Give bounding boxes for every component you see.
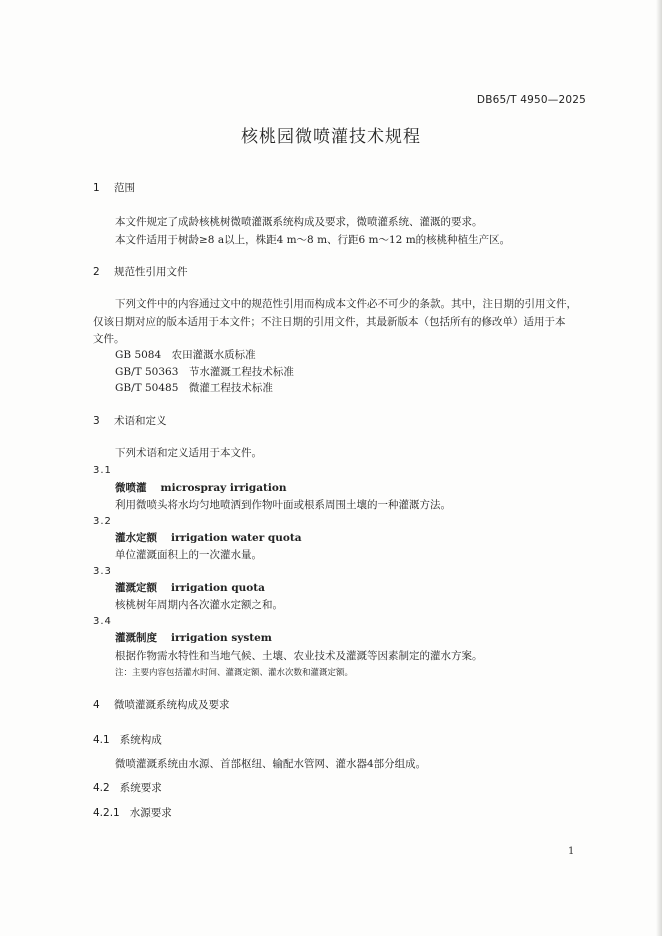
section-2-paragraph-line-3: 文件。: [93, 333, 125, 345]
term-definition: 利用微喷头将水均匀地喷洒到作物叶面或根系周围土壤的一种灌溉方法。: [115, 499, 451, 511]
section-2-paragraph-line-2: 仅该日期对应的版本适用于本文件；不注日期的引用文件，其最新版本（包括所有的修改单）适用于本: [93, 316, 566, 328]
subsection-title: 水源要求: [129, 807, 172, 819]
section-3-intro: 下列术语和定义适用于本文件。: [115, 447, 262, 459]
term-note: 注：主要内容包括灌水时间、灌溉定额、灌水次数和灌溉定额。: [115, 668, 354, 678]
term-entry: [115, 631, 272, 645]
term-chinese: 灌溉制度: [115, 632, 157, 644]
section-number: 1: [93, 182, 100, 194]
page-number: 1: [568, 846, 575, 857]
section-title: 规范性引用文件: [114, 266, 188, 278]
subsection-4-2-1-heading: [93, 806, 172, 820]
section-1-paragraph-1: 本文件规定了成龄核桃树微喷灌溉系统构成及要求，微喷灌系统、灌溉的要求。: [115, 216, 483, 228]
reference-item: GB/T 50485 微灌工程技术标准: [115, 382, 273, 394]
section-title: 术语和定义: [114, 415, 167, 427]
term-english: irrigation system: [171, 632, 272, 644]
term-chinese: 灌水定额: [115, 532, 157, 544]
section-title: 范围: [114, 182, 135, 194]
term-english: irrigation quota: [171, 582, 265, 594]
term-entry: [115, 581, 265, 595]
section-number: 2: [93, 266, 100, 278]
section-4-heading: [93, 698, 230, 712]
subsection-number: 4.1: [93, 734, 110, 746]
subsection-4-1-paragraph: 微喷灌溉系统由水源、首部枢纽、输配水管网、灌水器4部分组成。: [115, 758, 427, 770]
subsection-title: 系统构成: [119, 734, 162, 746]
reference-item: GB/T 50363 节水灌溉工程技术标准: [115, 366, 294, 378]
document-title: 核桃园微喷灌技术规程: [241, 127, 421, 147]
section-title: 微喷灌溉系统构成及要求: [114, 699, 230, 711]
term-number: 3.4: [93, 616, 112, 627]
section-number: 4: [93, 699, 100, 711]
standard-number: DB65/T 4950—2025: [476, 94, 586, 106]
term-number: 3.3: [93, 566, 112, 577]
term-definition: 核桃树年周期内各次灌水定额之和。: [115, 599, 283, 611]
section-1-paragraph-2: 本文件适用于树龄≥8 a以上，株距4 m～8 m、行距6 m～12 m的核桃种植生产区。: [115, 234, 511, 246]
term-number: 3.2: [93, 516, 112, 527]
term-definition: 单位灌溉面积上的一次灌水量。: [115, 549, 262, 561]
term-english: irrigation water quota: [171, 532, 302, 544]
term-entry: [115, 531, 302, 545]
section-2-paragraph-line-1: 下列文件中的内容通过文中的规范性引用而构成本文件必不可少的条款。其中，注日期的引用文件，: [115, 298, 577, 310]
term-english: microspray irrigation: [160, 482, 287, 494]
term-definition: 根据作物需水特性和当地气候、土壤、农业技术及灌溉等因素制定的灌水方案。: [115, 650, 483, 662]
section-number: 3: [93, 415, 100, 427]
term-chinese: 微喷灌: [115, 482, 147, 494]
reference-item: GB 5084 农田灌溉水质标准: [115, 349, 256, 361]
subsection-4-1-heading: [93, 733, 162, 747]
subsection-title: 系统要求: [119, 782, 162, 794]
subsection-number: 4.2.1: [93, 807, 120, 819]
term-entry: [115, 481, 287, 495]
subsection-4-2-heading: [93, 781, 162, 795]
section-1-heading: [93, 181, 135, 195]
section-3-heading: [93, 414, 167, 428]
term-chinese: 灌溉定额: [115, 582, 157, 594]
section-2-heading: [93, 265, 188, 279]
term-number: 3.1: [93, 465, 112, 476]
subsection-number: 4.2: [93, 782, 110, 794]
